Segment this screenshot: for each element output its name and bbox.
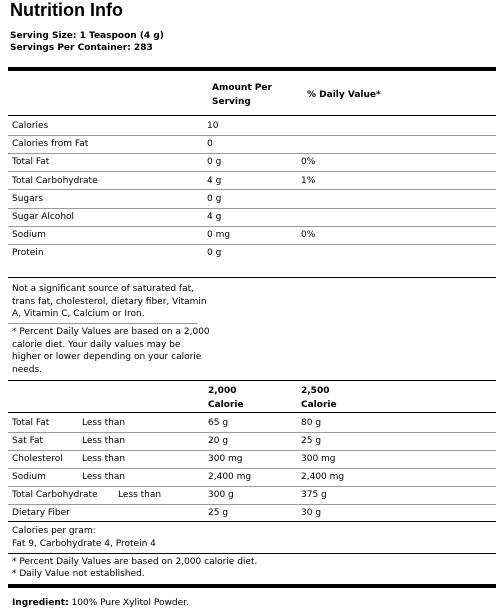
col-2000-line2: Calorie <box>208 400 244 410</box>
dv-row-2500: 2,400 mg <box>301 472 345 482</box>
dv-row-2000: 2,400 mg <box>208 472 252 482</box>
nutrient-name: Sugar Alcohol <box>12 212 75 222</box>
nutrient-name: Calories from Fat <box>12 139 89 150</box>
nutrient-name: Total Carbohydrate <box>12 175 98 186</box>
nutrient-name: Protein <box>12 248 44 259</box>
row-divider <box>8 135 496 136</box>
dv-row-name: Total Carbohydrate <box>12 490 98 500</box>
per-gram-divider <box>8 553 496 554</box>
percent-daily-note: * Percent Daily Values are based on a 2,000 calorie diet. Your daily values may be higher or lower depending on your calorie needs. <box>12 327 210 375</box>
dv-row-divider <box>8 432 496 433</box>
page-title: Nutrition Info <box>10 0 123 20</box>
dv-row-2000: 65 g <box>208 418 229 428</box>
ingredient-label: Ingredient: <box>12 598 69 608</box>
note-divider <box>8 323 198 324</box>
dv-row-name: Sodium <box>12 472 46 482</box>
calories-per-gram-values: Fat 9, Carbohydrate 4, Protein 4 <box>12 539 156 549</box>
nutrient-amount: 0 g <box>207 193 222 204</box>
row-divider <box>8 244 496 245</box>
dv-row-qualifier: Less than <box>82 472 126 482</box>
nutrient-daily-value: 0% <box>301 230 316 241</box>
dv-row-2500: 25 g <box>301 436 322 446</box>
dv-row-name: Total Fat <box>12 418 50 428</box>
row-divider <box>8 226 496 227</box>
footnote-not-established: * Daily Value not established. <box>12 569 145 579</box>
bottom-thick-divider <box>8 584 496 588</box>
nutrient-amount: 4 g <box>207 212 222 222</box>
dv-row-divider <box>8 450 496 451</box>
nutrient-name: Calories <box>12 121 49 131</box>
dv-row-name: Sat Fat <box>12 436 44 446</box>
ingredient-line <box>12 597 189 609</box>
dv-row-name: Cholesterol <box>12 454 63 464</box>
header-divider <box>8 115 496 116</box>
dv-row-2500: 300 mg <box>301 454 336 464</box>
nutrient-name: Total Fat <box>12 157 50 168</box>
serving-header: Serving <box>212 97 251 107</box>
dv-row-2000: 20 g <box>208 436 229 446</box>
dv-bottom-divider <box>8 521 496 522</box>
dv-row-divider <box>8 504 496 505</box>
row-divider <box>8 208 496 209</box>
dv-row-2000: 300 mg <box>208 454 243 464</box>
nutrient-amount: 4 g <box>207 175 222 186</box>
dv-row-divider <box>8 486 496 487</box>
nutrient-daily-value: 1% <box>301 175 316 186</box>
dv-row-2000: 25 g <box>208 508 229 518</box>
dv-row-qualifier: Less than <box>118 490 162 500</box>
nutrient-name: Sodium <box>12 230 46 241</box>
nutrient-amount: 0 g <box>207 248 222 259</box>
nutrients-bottom-divider <box>8 277 496 278</box>
footnote-percent-dv: * Percent Daily Values are based on 2,000 calorie diet. <box>12 557 258 567</box>
nutrient-daily-value: 0% <box>301 157 316 168</box>
dv-row-2000: 300 g <box>208 490 234 500</box>
calorie-header-top-divider <box>8 380 496 381</box>
nutrient-amount: 0 g <box>207 157 222 168</box>
col-2500-line1: 2,500 <box>301 386 330 396</box>
row-divider <box>8 171 496 172</box>
top-thick-divider <box>8 67 496 71</box>
dv-row-qualifier: Less than <box>82 454 126 464</box>
row-divider <box>8 189 496 190</box>
dv-row-qualifier: Less than <box>82 436 126 446</box>
amount-per-header: Amount Per <box>212 83 272 93</box>
dv-row-qualifier: Less than <box>82 418 126 428</box>
nutrient-name: Sugars <box>12 193 44 204</box>
nutrient-amount: 0 <box>207 139 213 150</box>
nutrient-amount: 10 <box>207 121 219 131</box>
servings-per-container: Servings Per Container: 283 <box>10 43 153 53</box>
ingredient-value: 100% Pure Xylitol Powder. <box>71 598 189 608</box>
dv-row-2500: 30 g <box>301 508 322 518</box>
serving-size: Serving Size: 1 Teaspoon (4 g) <box>10 31 164 41</box>
dv-row-2500: 375 g <box>301 490 327 500</box>
dv-row-2500: 80 g <box>301 418 322 428</box>
dv-row-name: Dietary Fiber <box>12 508 70 518</box>
daily-value-header: % Daily Value* <box>307 90 381 100</box>
row-divider <box>8 153 496 154</box>
not-significant-note: Not a significant source of saturated fat, trans fat, cholesterol, dietary fiber, Vitamin A, Vitamin C, Calcium or Iron. <box>12 284 207 319</box>
calories-per-gram-label: Calories per gram: <box>12 526 96 536</box>
calorie-header-bottom-divider <box>8 412 496 413</box>
nutrient-amount: 0 mg <box>207 230 231 241</box>
col-2500-line2: Calorie <box>301 400 337 410</box>
col-2000-line1: 2,000 <box>208 386 237 396</box>
dv-row-divider <box>8 468 496 469</box>
